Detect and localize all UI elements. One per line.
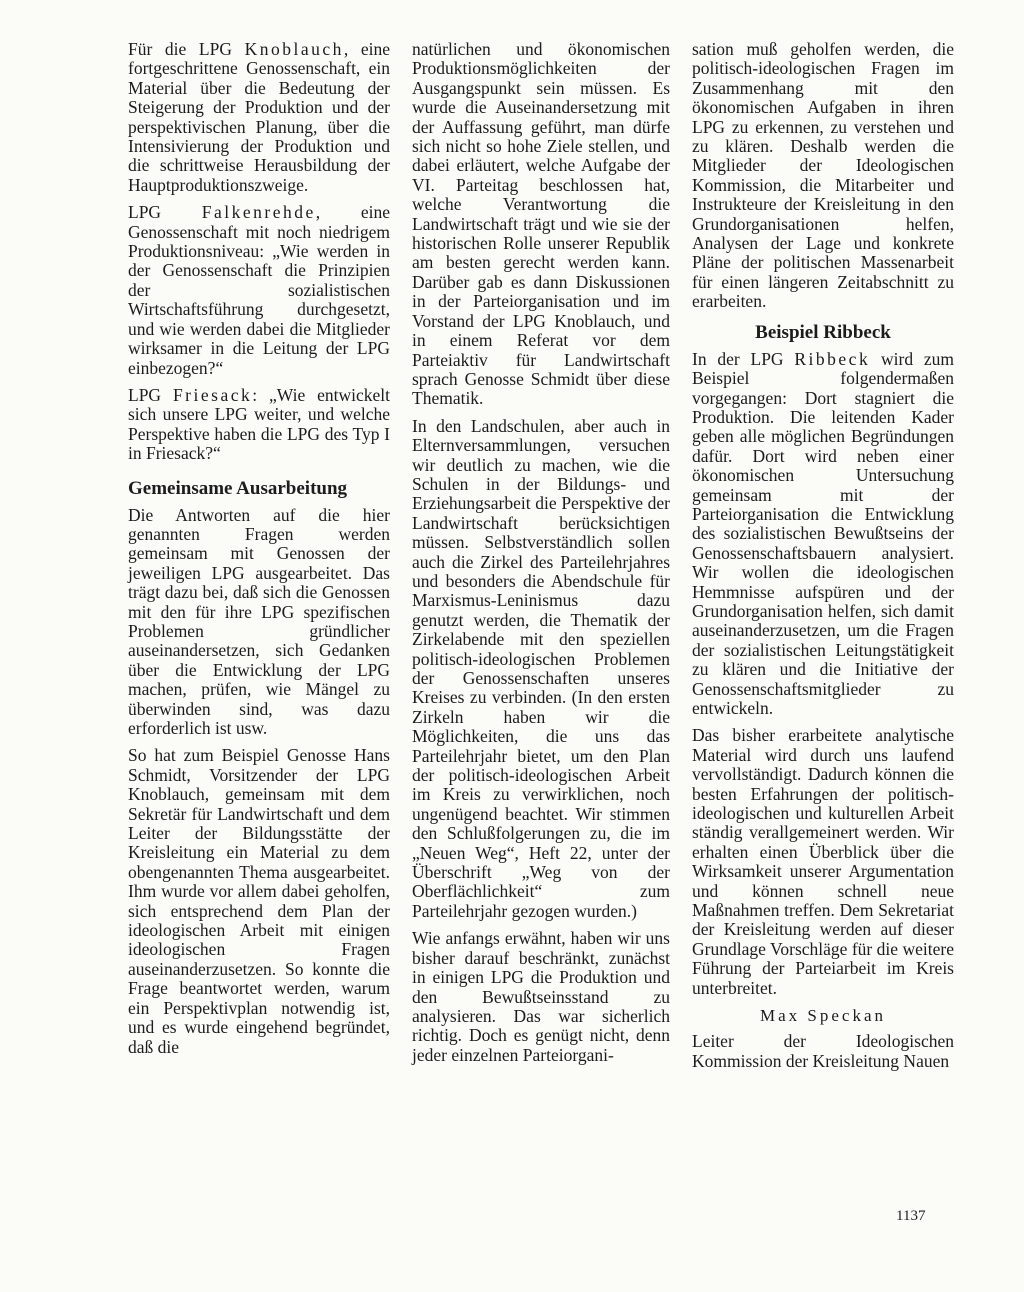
paragraph-text: LPG bbox=[128, 384, 173, 405]
paragraph: Die Antworten auf die hier genannten Fragen werden gemeinsam mit Genossen der jeweiligen LPG ausgearbeitet. Das trägt dazu bei, daß sich die Genossen mit den für ihre LPG spezifischen Problemen gründlicher auseinandersetzen, sich Gedanken über die Entwicklung der LPG machen, prüfen, wie Mängel zu überwinden sind, was dazu erforderlich ist usw. bbox=[128, 504, 390, 738]
page-number: 1137 bbox=[896, 1208, 926, 1224]
paragraph-ribbeck bbox=[692, 350, 954, 719]
column-2 bbox=[412, 40, 670, 1073]
author-name: Max Speckan bbox=[759, 1006, 886, 1026]
paragraph-friesack bbox=[128, 386, 390, 464]
paragraph-text: In der LPG bbox=[692, 348, 795, 369]
paragraph: natürlichen und ökonomischen Produktionsmöglichkeiten der Ausgangspunkt sein müssen. Es wurde die Auseinandersetzung mit der Auffassung geführt, man dürfe sich nicht so hohe Ziele stellen, und dabei erläutert, welche Aufgabe der VI. Parteitag beschlossen hat, welche Verantwortung die Landwirtschaft trägt und wie sie der historischen Rolle unserer Republik am besten gerecht werden kann. Darüber gab es dann Diskussionen in der Parteiorganisation und im Vorstand der LPG Knoblauch, und in einem Referat vor dem Parteiaktiv für Landwirtschaft sprach Genosse Schmidt über diese Thematik. bbox=[412, 39, 670, 409]
paragraph-falkenrehde bbox=[128, 203, 390, 378]
paragraph: Wie anfangs erwähnt, haben wir uns bisher darauf beschränkt, zunächst in einigen LPG die Produktion und den Bewußtseinsstand zu analysieren. Das war sicherlich richtig. Doch es genügt nicht, denn jeder einzelnen Parteiorgani- bbox=[412, 928, 670, 1065]
paragraph-text: Für die LPG bbox=[128, 39, 245, 59]
paragraph-text: , eine Genossenschaft mit noch niedrigem Produktionsniveau: „Wie werden in der Genossenschaft die Prinzipien der sozialistischen Wirtschaftsführung durchgesetzt, und wie werden dabei die Mitglieder wirksamer in die Leitung der LPG einbezogen?“ bbox=[128, 202, 390, 378]
author-role: Leiter der Ideologischen Kommission der Kreisleitung Nauen bbox=[692, 1031, 954, 1071]
section-heading: Gemeinsame Ausarbeitung bbox=[128, 477, 348, 499]
lpg-name: Knoblauch bbox=[244, 39, 344, 59]
paragraph-text: , eine fortgeschrittene Genossenschaft, ein Material über die Bedeutung der Steigerung der Produktion und der perspektivischen Planung, über die Intensivierung der Produktion und die schrittweise Herausbildung der Hauptproduktionszweige. bbox=[128, 39, 391, 195]
paragraph: Das bisher erarbeitete analytische Material wird durch uns laufend vervollständigt. Dadurch können die besten Erfahrungen der politisch-ideologischen und kulturellen Arbeit ständig verallgemeinert werden. Wir erhalten einen Überblick über die Wirksamkeit unserer Argumentation und können schnell neue Maßnahmen treffen. Dem Sekretariat der Kreisleitung werden auf dieser Grundlage Vorschläge für die weitere Führung der Parteiarbeit im Kreis unterbreitet. bbox=[692, 725, 954, 998]
paragraph: So hat zum Beispiel Genosse Hans Schmidt, Vorsitzender der LPG Knoblauch, gemeinsam mit dem Sekretär für Landwirtschaft und dem Leiter der Bildungsstätte der Kreisleitung ein Material zu dem obengenannten Thema ausgearbeitet. Ihm wurde vor allem dabei geholfen, sich entsprechend dem Plan der ideologischen Arbeit mit einigen ideologischen Fragen auseinanderzusetzen. So konnte die Frage beantwortet werden, warum ein Perspektivplan notwendig ist, und es wurde eingehend begründet, daß die bbox=[128, 745, 390, 1057]
paragraph-knoblauch bbox=[128, 40, 390, 195]
section-heading: Beispiel Ribbeck bbox=[755, 321, 891, 343]
lpg-name: Friesack bbox=[172, 384, 253, 405]
column-3 bbox=[692, 40, 954, 1079]
paragraph-text: : „Wie entwickelt sich unsere LPG weiter, und welche Perspektive haben die LPG des Typ I in Friesack?“ bbox=[128, 384, 390, 464]
column-1 bbox=[128, 40, 390, 1065]
paragraph-text: LPG bbox=[128, 202, 202, 223]
paragraph: sation muß geholfen werden, die politisch-ideologischen Fragen im Zusammenhang mit den ökonomischen Aufgaben in ihren LPG zu erkennen, zu verstehen und zu klären. Deshalb werden die Mitglieder der Ideologischen Kommission, die Mitarbeiter und Instrukteure der Kreisleitung in den Grundorganisationen helfen, Analysen der Lage und konkrete Pläne der politischen Massenarbeit für einen längeren Zeitabschnitt zu erarbeiten. bbox=[692, 39, 954, 312]
paragraph-text: wird zum Beispiel folgendermaßen vorgegangen: Dort stagniert die Produktion. Die leitenden Kader geben alle möglichen Begründungen dafür. Dort wird neben einer ökonomischen Untersuchung gemeinsam mit der Parteiorganisation die Entwicklung des sozialistischen Bewußtseins der Genossenschaftsbauern analysiert. Wir wollen die ideologischen Hemmnisse aufspüren und der Grundorganisation helfen, sich damit auseinanderzusetzen, um die Fragen der sozialistischen Leitungstätigkeit zu klären und die Initiative der Genossenschaftsmitglieder zu entwickeln. bbox=[692, 348, 954, 718]
lpg-name: Ribbeck bbox=[794, 348, 871, 369]
lpg-name: Falkenrehde bbox=[201, 202, 316, 223]
paragraph: In den Landschulen, aber auch in Elternversammlungen, versuchen wir deutlich zu machen, wie die Schulen in der Bildungs- und Erziehungsarbeit die Perspektive der Landwirtschaft berücksichtigen müssen. Selbstverständlich sollen auch die Zirkel des Parteilehrjahres und besonders die Abendschule für Marxismus-Leninismus dazu genutzt werden, die Thematik der Zirkelabende mit den speziellen politisch-ideologischen Problemen der Genossenschaften unseres Kreises zu verbinden. (In den ersten Zirkeln haben wir die Möglichkeiten, die uns das Parteilehrjahr bietet, um den Plan der politisch-ideologischen Arbeit im Kreis zu verwirklichen, noch ungenügend beachtet. Wir stimmen den Schlußfolgerungen zu, die im „Neuen Weg“, Heft 22, unter der Überschrift „Weg von der Oberflächlichkeit“ zum Parteilehrjahr gezogen wurden.) bbox=[412, 415, 670, 921]
